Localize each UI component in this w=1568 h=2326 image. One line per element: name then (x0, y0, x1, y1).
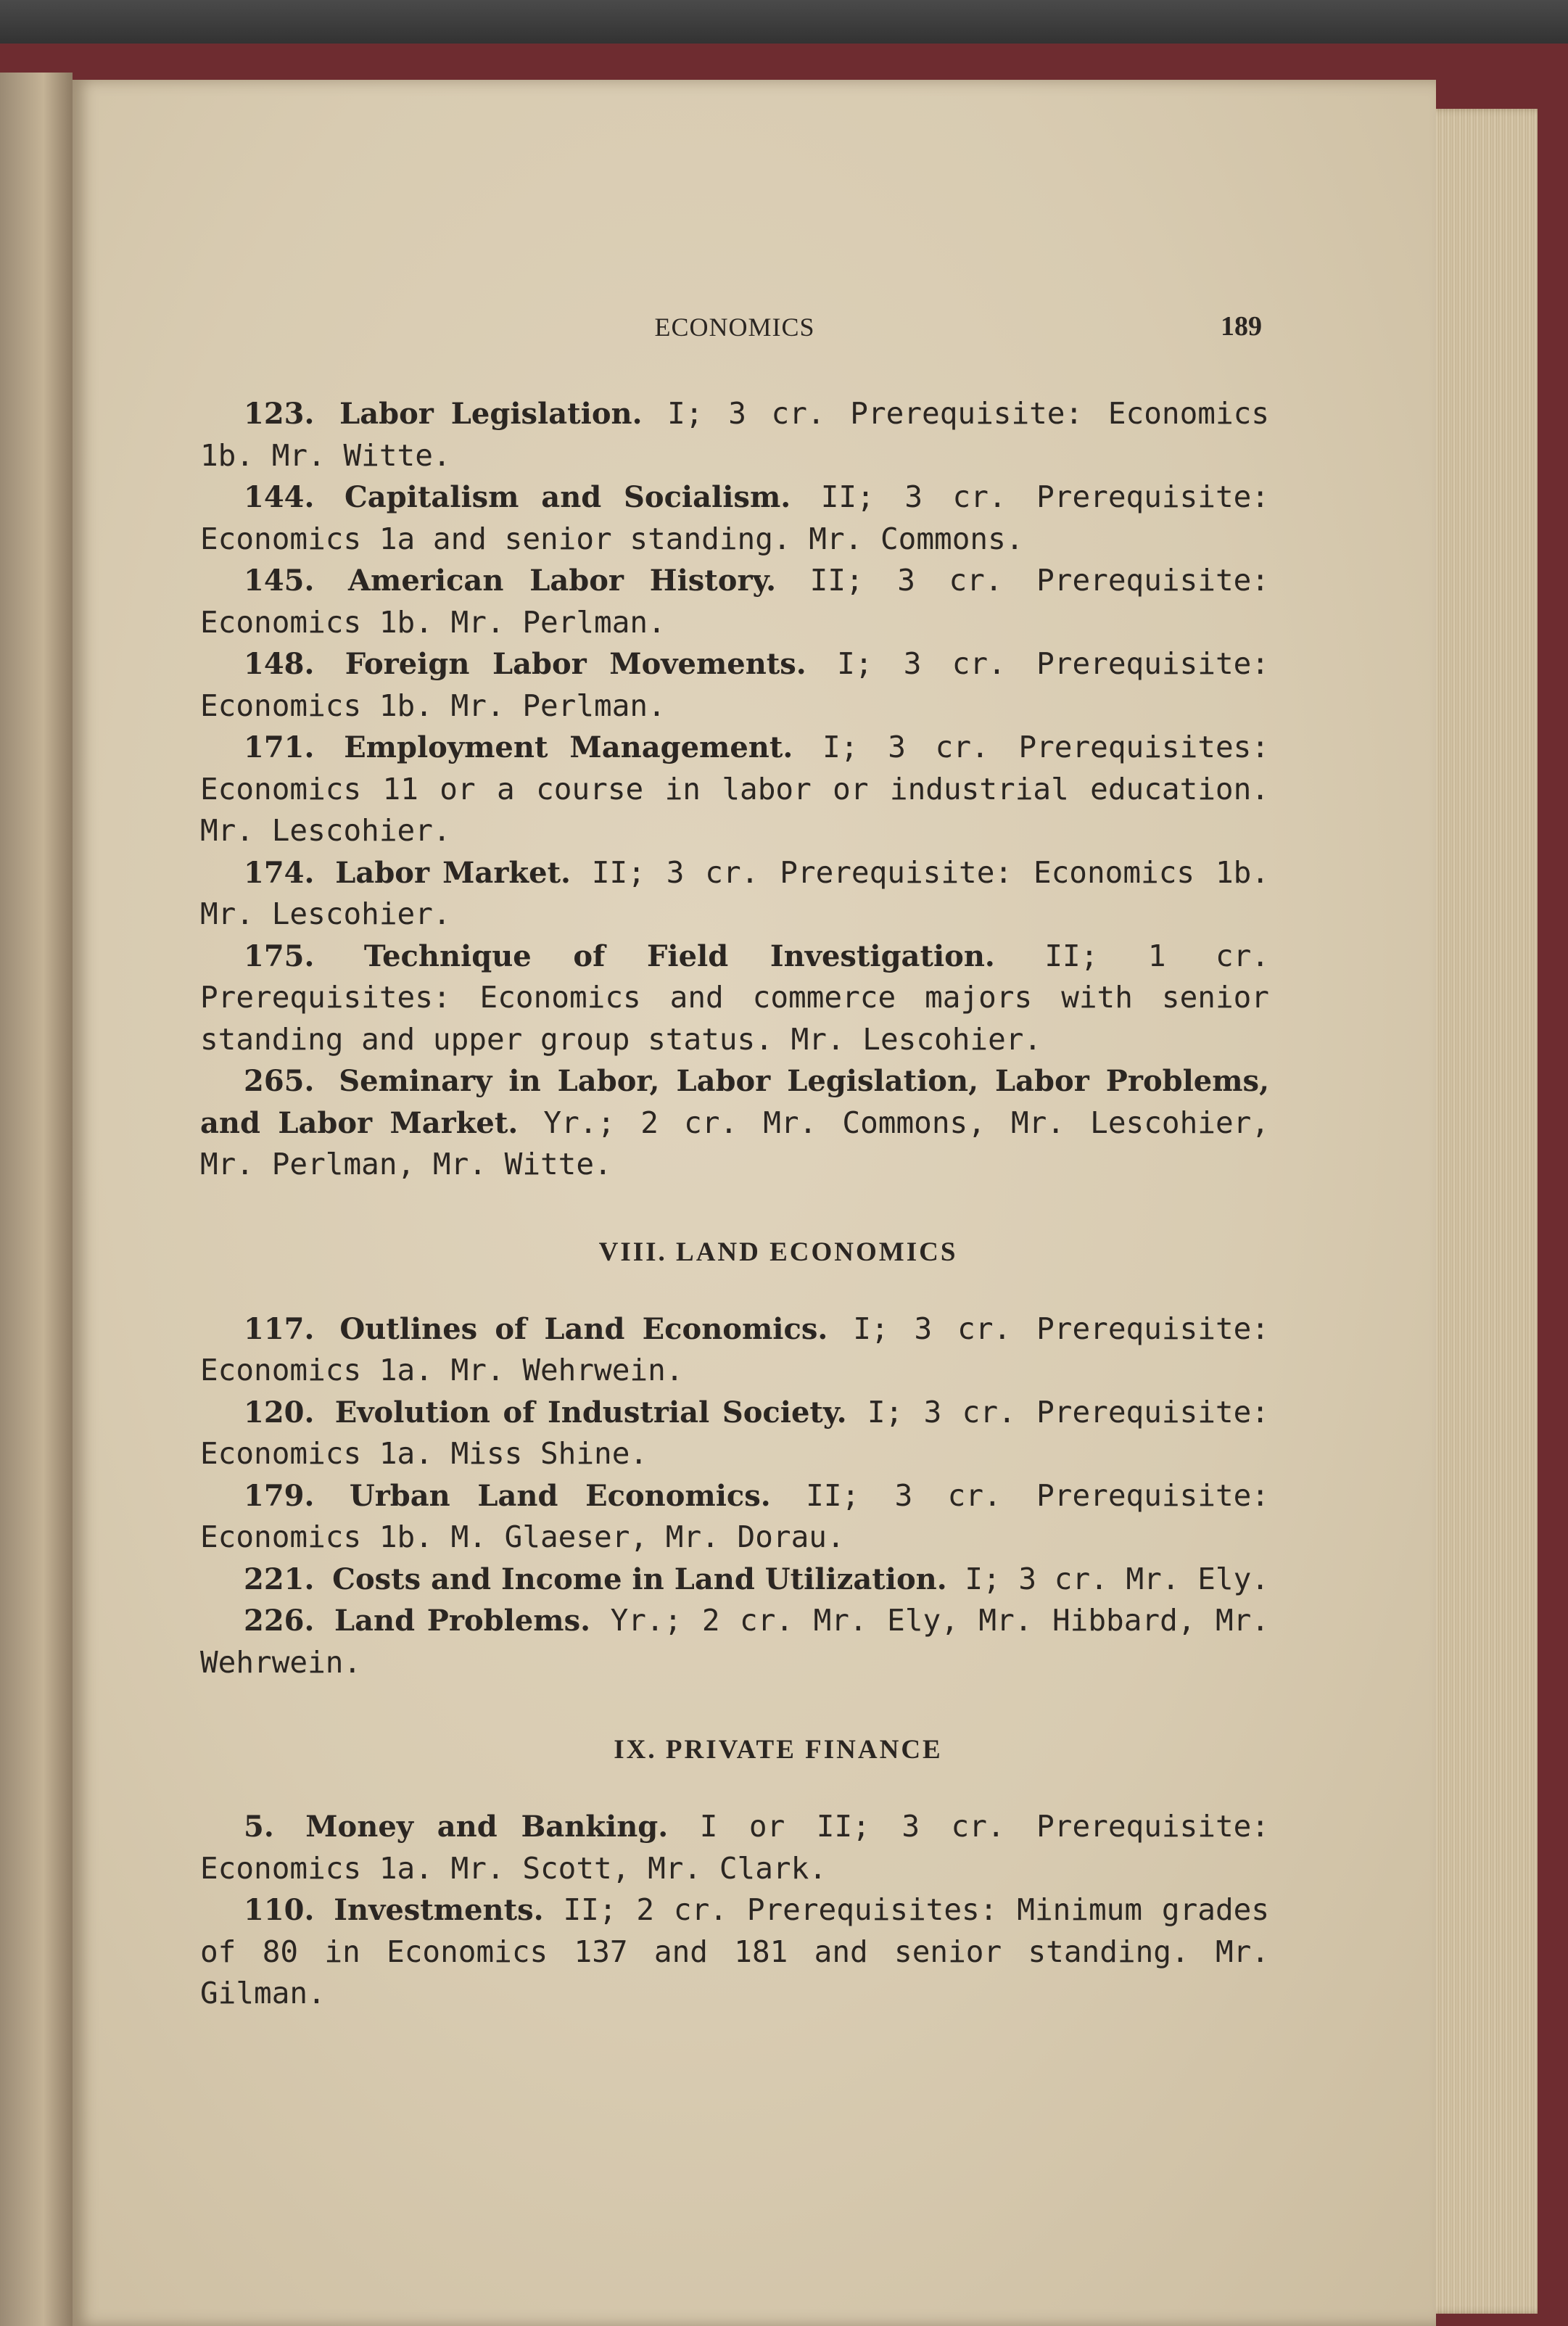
course-title: Land Problems. (334, 1604, 591, 1638)
course-title: Evolution of Industrial Society. (334, 1395, 847, 1430)
course-entry (200, 1308, 1269, 1392)
course-details: I; 3 cr. Prerequisite: Economics 1a. Miss Shine. (200, 1394, 1269, 1471)
course-entry (200, 1806, 1269, 1889)
course-listings (200, 393, 1269, 2015)
course-number: 117. (244, 1311, 315, 1346)
course-number: 148. (244, 647, 315, 681)
course-details: II; 3 cr. Prerequisite: Economics 1b. Mr. Perlman. (200, 563, 1270, 640)
running-title: ECONOMICS (654, 313, 815, 342)
course-entry (200, 1392, 1269, 1475)
course-number: 171. (244, 730, 315, 764)
course-title: Labor Legislation. (339, 397, 643, 431)
course-details: I or II; 3 cr. Prerequisite: Economics 1a. Mr. Scott, Mr. Clark. (200, 1809, 1269, 1886)
course-title: Employment Management. (344, 730, 793, 764)
section-land-economics (200, 1237, 1269, 1684)
section-heading: IX. PRIVATE FINANCE (614, 1735, 943, 1765)
course-number: 123. (244, 397, 315, 431)
course-entry (200, 477, 1269, 560)
course-entry (200, 1600, 1269, 1683)
course-title: Capitalism and Socialism. (344, 480, 791, 514)
course-details: II; 2 cr. Prerequisites: Minimum grades of 80 in Economics 137 and 181 and senior standing. Mr. Gilman. (200, 1892, 1270, 2010)
course-number: 179. (244, 1478, 315, 1513)
course-number: 226. (244, 1604, 315, 1638)
course-details: II; 1 cr. Prerequisites: Economics and commerce majors with senior standing and upper group status. Mr. Lescohier. (200, 938, 1270, 1057)
course-title: American Labor History. (347, 564, 777, 598)
page-text-block (200, 305, 1269, 2015)
course-details: I; 3 cr. Prerequisite: Economics 1b. Mr. Witte. (200, 396, 1269, 473)
course-title: Investments. (334, 1893, 544, 1927)
course-details: I; 3 cr. Mr. Ely. (965, 1561, 1269, 1596)
course-details: Yr.; 2 cr. Mr. Ely, Mr. Hibbard, Mr. Wehrwein. (200, 1603, 1270, 1680)
course-details: I; 3 cr. Prerequisite: Economics 1b. Mr. Perlman. (200, 646, 1270, 723)
course-entry (200, 643, 1269, 727)
facing-page-edge (0, 73, 73, 2326)
course-number: 110. (244, 1893, 315, 1927)
course-number: 144. (244, 480, 315, 514)
course-entry (200, 1060, 1269, 1186)
course-title: Urban Land Economics. (349, 1478, 771, 1513)
page-number: 189 (1221, 311, 1262, 342)
course-details: II; 3 cr. Prerequisite: Economics 1b. Mr. Lescohier. (200, 854, 1270, 931)
running-head (200, 305, 1269, 355)
course-title: Labor Market. (335, 855, 571, 890)
course-title: Seminary in Labor, Labor Legislation, Labor Problems, and Labor Market. (200, 1064, 1270, 1140)
course-entry (200, 1559, 1269, 1601)
section-heading: VIII. LAND ECONOMICS (598, 1237, 958, 1267)
course-number: 145. (244, 564, 315, 598)
course-title: Costs and Income in Land Utilization. (332, 1562, 947, 1596)
course-entry (200, 727, 1269, 852)
course-number: 5. (244, 1810, 274, 1844)
course-title: Foreign Labor Movements. (344, 647, 806, 681)
page-stack-edges (1421, 109, 1538, 2314)
section-private-finance (200, 1734, 1269, 2015)
section-labor (200, 393, 1269, 1186)
course-entry (200, 852, 1269, 936)
course-number: 175. (244, 939, 315, 973)
course-number: 221. (244, 1562, 315, 1596)
course-number: 120. (244, 1395, 315, 1430)
course-details: II; 3 cr. Prerequisite: Economics 1b. M. Glaeser, Mr. Dorau. (200, 1477, 1270, 1554)
course-entry (200, 1889, 1269, 2015)
course-entry (200, 393, 1269, 477)
course-entry (200, 936, 1269, 1061)
course-details: I; 3 cr. Prerequisite: Economics 1a. Mr. Wehrwein. (200, 1311, 1270, 1387)
course-title: Technique of Field Investigation. (363, 939, 995, 973)
course-entry (200, 1475, 1269, 1559)
course-details: Yr.; 2 cr. Mr. Commons, Mr. Lescohier, Mr. Perlman, Mr. Witte. (200, 1105, 1270, 1181)
course-details: II; 3 cr. Prerequisite: Economics 1a and senior standing. Mr. Commons. (200, 479, 1269, 556)
course-entry (200, 560, 1269, 643)
course-number: 265. (244, 1064, 315, 1098)
course-number: 174. (244, 855, 315, 890)
course-title: Money and Banking. (305, 1810, 669, 1844)
course-title: Outlines of Land Economics. (339, 1311, 828, 1346)
course-details: I; 3 cr. Prerequisites: Economics 11 or a course in labor or industrial education. Mr. Lescohier. (200, 730, 1270, 848)
